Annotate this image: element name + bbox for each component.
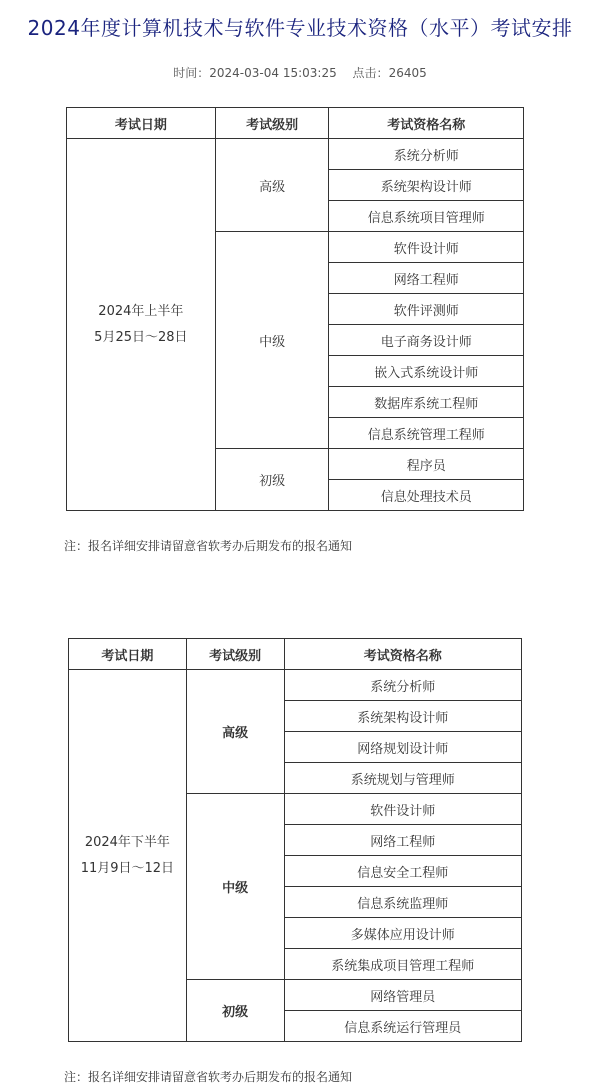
header-qualification-name: 考试资格名称 xyxy=(329,108,524,139)
publish-time: 时间：2024-03-04 15:03:25 xyxy=(173,66,337,80)
qualification-name-cell: 嵌入式系统设计师 xyxy=(329,356,524,387)
registration-note: 注：报名详细安排请留意省软考办后期发布的报名通知 xyxy=(64,539,353,553)
exam-date-cell xyxy=(69,670,187,1042)
registration-note: 注：报名详细安排请留意省软考办后期发布的报名通知 xyxy=(64,1070,353,1084)
table-header-row xyxy=(67,108,524,139)
exam-dates: 5月25日～28日 xyxy=(94,329,188,345)
exam-date-cell xyxy=(67,139,216,511)
qualification-name-cell: 信息系统监理师 xyxy=(284,887,521,918)
qualification-name-cell: 软件设计师 xyxy=(284,794,521,825)
qualification-name-cell: 信息系统项目管理师 xyxy=(329,201,524,232)
table-header-row xyxy=(69,639,522,670)
exam-level-cell: 高级 xyxy=(215,139,329,232)
exam-dates: 11月9日～12日 xyxy=(80,860,175,876)
qualification-name-cell: 数据库系统工程师 xyxy=(329,387,524,418)
header-exam-level: 考试级别 xyxy=(215,108,329,139)
qualification-name-cell: 网络工程师 xyxy=(329,263,524,294)
exam-level-cell: 中级 xyxy=(186,794,284,980)
header-exam-date: 考试日期 xyxy=(67,108,216,139)
qualification-name-cell: 信息系统运行管理员 xyxy=(284,1011,521,1042)
exam-level-cell: 中级 xyxy=(215,232,329,449)
article-meta xyxy=(0,64,600,81)
qualification-name-cell: 系统分析师 xyxy=(284,670,521,701)
exam-level-cell: 高级 xyxy=(186,670,284,794)
qualification-name-cell: 信息处理技术员 xyxy=(329,480,524,511)
table-row xyxy=(67,139,524,170)
qualification-name-cell: 系统集成项目管理工程师 xyxy=(284,949,521,980)
qualification-name-cell: 信息系统管理工程师 xyxy=(329,418,524,449)
qualification-name-cell: 电子商务设计师 xyxy=(329,325,524,356)
qualification-name-cell: 网络管理员 xyxy=(284,980,521,1011)
qualification-name-cell: 网络工程师 xyxy=(284,825,521,856)
qualification-name-cell: 软件评测师 xyxy=(329,294,524,325)
exam-period: 2024年下半年 xyxy=(84,834,170,850)
qualification-name-cell: 信息安全工程师 xyxy=(284,856,521,887)
header-exam-level: 考试级别 xyxy=(186,639,284,670)
qualification-name-cell: 网络规划设计师 xyxy=(284,732,521,763)
click-count: 点击：26405 xyxy=(352,66,427,80)
header-exam-date: 考试日期 xyxy=(69,639,187,670)
exam-period: 2024年上半年 xyxy=(98,303,184,319)
table-row xyxy=(69,670,522,701)
header-qualification-name: 考试资格名称 xyxy=(284,639,521,670)
exam-schedule-table-first-half xyxy=(66,107,524,511)
qualification-name-cell: 软件设计师 xyxy=(329,232,524,263)
exam-schedule-table-second-half xyxy=(68,638,522,1042)
qualification-name-cell: 系统架构设计师 xyxy=(329,170,524,201)
page-title: 2024年度计算机技术与软件专业技术资格（水平）考试安排 xyxy=(27,16,573,40)
qualification-name-cell: 程序员 xyxy=(329,449,524,480)
exam-level-cell: 初级 xyxy=(186,980,284,1042)
qualification-name-cell: 系统分析师 xyxy=(329,139,524,170)
exam-level-cell: 初级 xyxy=(215,449,329,511)
qualification-name-cell: 多媒体应用设计师 xyxy=(284,918,521,949)
qualification-name-cell: 系统架构设计师 xyxy=(284,701,521,732)
qualification-name-cell: 系统规划与管理师 xyxy=(284,763,521,794)
